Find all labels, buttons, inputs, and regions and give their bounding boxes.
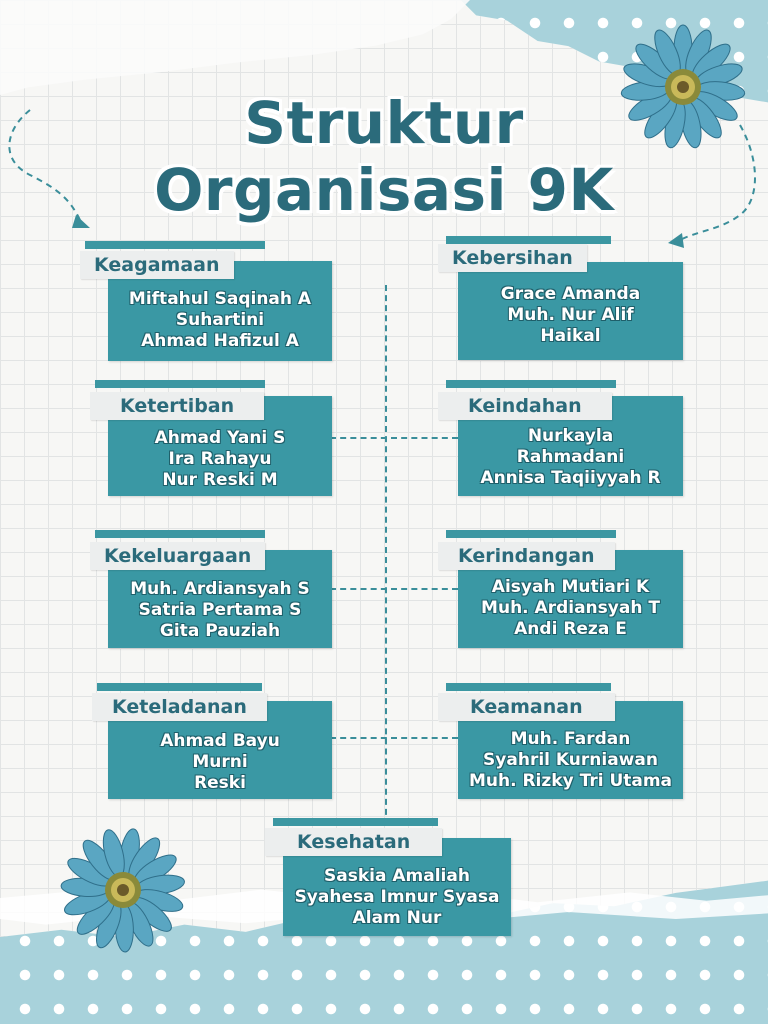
member-name: Ahmad Hafizul A (141, 331, 299, 351)
member-name: Alam Nur (352, 908, 442, 928)
member-name: Miftahul Saqinah A (128, 289, 312, 309)
member-name: Nur Reski M (162, 470, 278, 490)
section-card-kerindangan (438, 530, 688, 650)
member-name: Andi Reza E (514, 619, 627, 639)
section-card-keteladanan (92, 683, 335, 801)
member-name: Ahmad Yani S (154, 428, 286, 448)
member-name: Grace Amanda (500, 284, 641, 304)
member-name: Muh. Fardan (510, 729, 631, 749)
section-label: Keindahan (438, 392, 612, 420)
section-card-kekeluargaan (90, 530, 335, 650)
member-name: Muh. Ardiansyah S (130, 579, 310, 599)
section-label: Keagamaan (80, 251, 234, 279)
member-name: Nurkayla (527, 426, 614, 446)
member-name: Reski (194, 773, 246, 793)
section-label: Ketertiban (90, 392, 264, 420)
member-name: Syahesa Imnur Syasa (294, 887, 500, 907)
section-label: Kebersihan (438, 244, 587, 272)
member-name: Suhartini (175, 310, 265, 330)
member-name: Gita Pauziah (159, 621, 281, 641)
section-label: Kesehatan (265, 828, 442, 856)
member-name: Muh. Nur Alif (507, 305, 634, 325)
member-name: Saskia Amaliah (324, 866, 470, 886)
member-name: Satria Pertama S (138, 600, 302, 620)
section-card-kebersihan (438, 236, 688, 361)
member-name: Syahril Kurniawan (483, 750, 658, 770)
page-title-line-1: Struktur (244, 89, 524, 157)
section-label: Keteladanan (92, 693, 267, 721)
section-card-keindahan (438, 380, 688, 498)
member-name: Rahmadani (516, 447, 625, 467)
member-name: Annisa Taqiiyyah R (480, 468, 661, 488)
section-card-ketertiban (90, 380, 335, 498)
member-name: Muh. Ardiansyah T (481, 598, 660, 618)
member-name: Murni (192, 752, 248, 772)
flower-icon (58, 825, 188, 955)
section-label: Keamanan (438, 693, 615, 721)
connector-vertical (385, 285, 387, 825)
section-card-keagamaan (80, 241, 335, 366)
member-name: Aisyah Mutiari K (491, 577, 650, 597)
section-card-keamanan (438, 683, 688, 801)
section-card-kesehatan (265, 818, 515, 938)
member-name: Muh. Rizky Tri Utama (468, 771, 673, 791)
member-name: Haikal (540, 326, 601, 346)
page-title-line-2: Organisasi 9K (154, 156, 614, 224)
section-label: Kerindangan (438, 542, 615, 570)
member-name: Ira Rahayu (168, 449, 272, 469)
member-name: Ahmad Bayu (160, 731, 280, 751)
section-label: Kekeluargaan (90, 542, 265, 570)
